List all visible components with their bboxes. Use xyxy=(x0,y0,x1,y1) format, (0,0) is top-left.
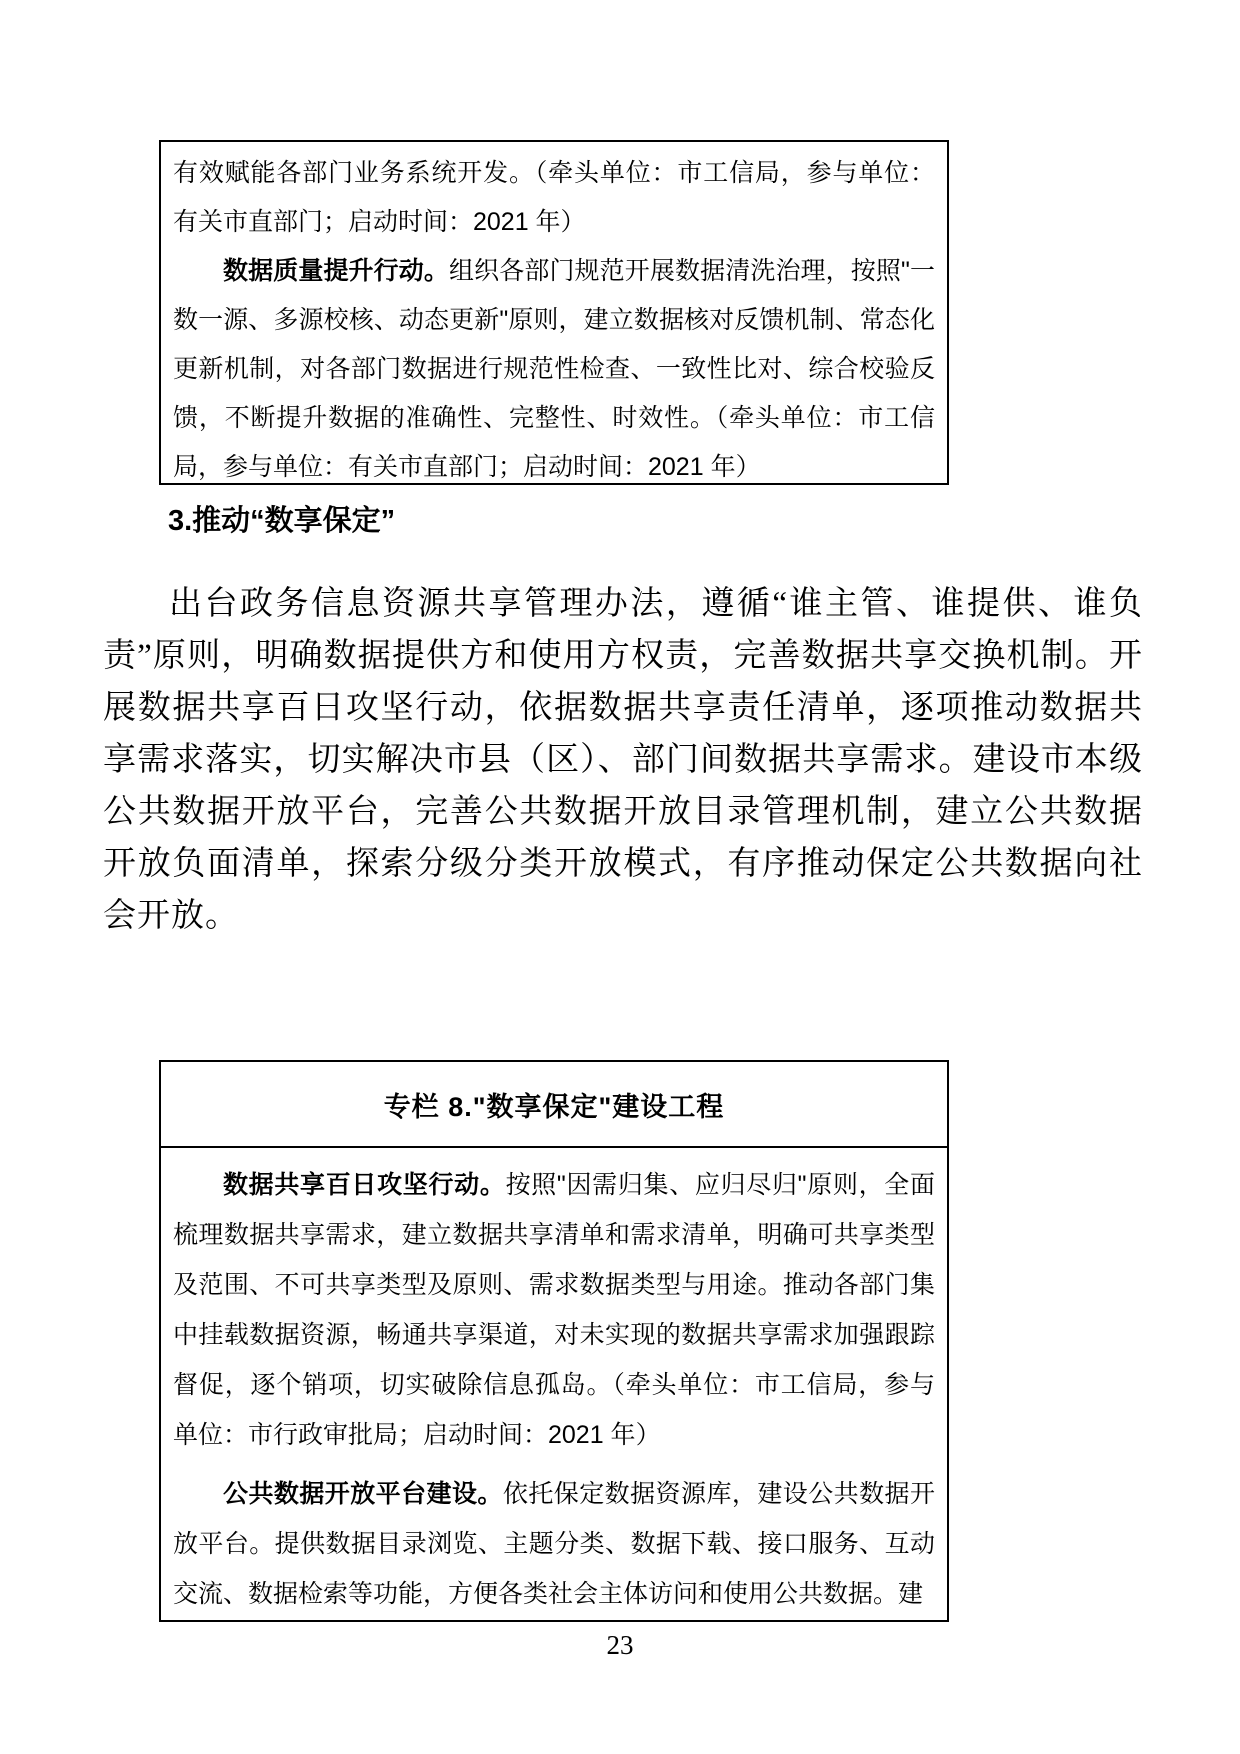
panel-paragraph xyxy=(173,247,935,492)
body-paragraph: 出台政务信息资源共享管理办法，遵循“谁主管、谁提供、谁负责”原则，明确数据提供方和使用方权责，完善数据共享交换机制。开展数据共享百日攻坚行动，依据数据共享责任清单，逐项推动数据共享需求落实，切实解决市县（区）、部门间数据共享需求。建设市本级公共数据开放平台，完善公共数据开放目录管理机制，建立公共数据开放负面清单，探索分级分类开放模式，有序推动保定公共数据向社会开放。 xyxy=(103,586,1143,934)
page-number: 23 xyxy=(606,1630,634,1660)
panel-paragraph xyxy=(173,1160,935,1460)
panel-paragraph-text: 有效赋能各部门业务系统开发。（牵头单位：市工信局，参与单位：有关市直部门；启动时间：2021 年） xyxy=(173,159,935,236)
panel-item-lead: 数据共享百日攻坚行动。 xyxy=(223,1171,506,1199)
panel-item-lead: 公共数据开放平台建设。 xyxy=(223,1480,503,1508)
panel-item-text: 组织各部门规范开展数据清洗治理，按照"一数一源、多源校核、动态更新"原则，建立数据核对反馈机制、常态化更新机制，对各部门数据进行规范性检查、一致性比对、综合校验反馈，不断提升数据的准确性、完整性、时效性。（牵头单位：市工信局，参与单位：有关市直部门；启动时间：2021 年） xyxy=(173,257,935,481)
project-panel-data-quality xyxy=(159,140,949,485)
panel-paragraph-continuation xyxy=(173,149,935,247)
section-heading: 3.推动“数享保定” xyxy=(168,505,396,537)
panel-paragraph xyxy=(173,1469,935,1619)
panel-item-lead: 数据质量提升行动。 xyxy=(223,257,449,285)
panel-text xyxy=(173,1160,935,1619)
project-panel-shuxiang-baoding xyxy=(159,1060,949,1622)
panel-item-text: 依托保定数据资源库，建设公共数据开放平台。提供数据目录浏览、主题分类、数据下载、接口服务、互动交流、数据检索等功能，方便各类社会主体访问和使用公共数据。建 xyxy=(173,1480,935,1608)
panel-title: 专栏 8."数享保定"建设工程 xyxy=(383,1091,725,1122)
panel-body xyxy=(173,149,935,492)
panel-title-row xyxy=(161,1062,947,1148)
panel-body xyxy=(161,1148,947,1619)
panel-item-text: 按照"因需归集、应归尽归"原则，全面梳理数据共享需求，建立数据共享清单和需求清单，明确可共享类型及范围、不可共享类型及原则、需求数据类型与用途。推动各部门集中挂载数据资源，畅通共享渠道，对未实现的数据共享需求加强跟踪督促，逐个销项，切实破除信息孤岛。（牵头单位：市工信局，参与单位：市行政审批局；启动时间：2021 年） xyxy=(173,1171,935,1449)
